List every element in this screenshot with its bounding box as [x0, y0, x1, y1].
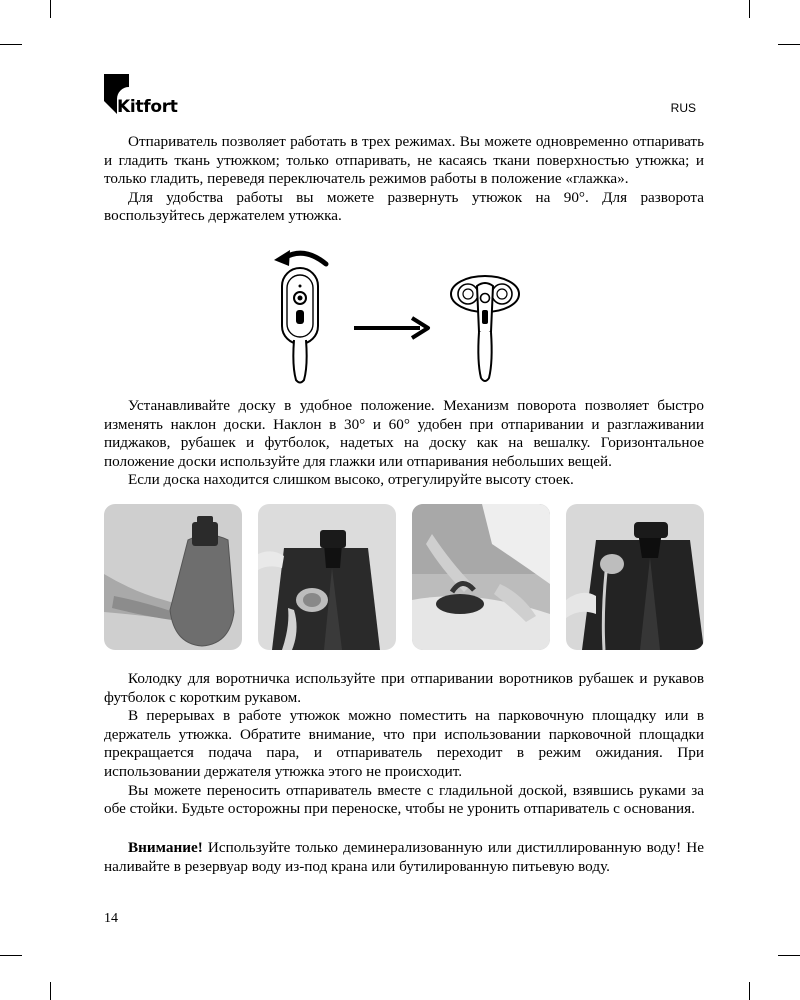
crop-mark [778, 955, 800, 956]
warning-label: Внимание! [128, 839, 203, 856]
photo-strip [104, 504, 704, 650]
warning-text: Используйте только деминерализованную или дистиллированную воду! Не наливайте в резервуар воду из-под крана или бутилированную питьевую воду. [104, 839, 704, 875]
iron-rotated-icon [451, 276, 519, 381]
photo-ironing-shirt [412, 504, 550, 650]
crop-mark [778, 44, 800, 45]
crop-mark [50, 0, 51, 18]
photo-jacket-steaming [258, 504, 396, 650]
board-text-block [104, 397, 704, 490]
paragraph-height-adjust: Если доска находится слишком высоко, отрегулируйте высоту стоек. [128, 471, 574, 489]
usage-text-block [104, 670, 704, 819]
crop-mark [749, 982, 750, 1000]
direction-arrow-icon [354, 318, 428, 338]
rotate-arrow-icon [274, 250, 326, 266]
warning-paragraph [104, 839, 704, 876]
crop-mark [0, 44, 22, 45]
crop-mark [50, 982, 51, 1000]
iron-upright-icon [282, 268, 318, 383]
paragraph-rotate: Для удобства работы вы можете развернуть утюжок на 90°. Для разворота воспользуйтесь держателем утюжка. [104, 188, 704, 225]
brand-name: Kitfort [117, 97, 178, 117]
crop-mark [749, 0, 750, 18]
paragraph-carrying: Вы можете переносить отпариватель вместе с гладильной доской, взявшись руками за обе стойки. Будьте осторожны при переноске, чтобы не уронить отпариватель с основания. [104, 781, 704, 818]
page-number: 14 [104, 911, 118, 926]
warning-block [104, 839, 704, 876]
paragraph-modes: Отпариватель позволяет работать в трех режимах. Вы можете одновременно отпаривать и гладить ткань утюжком; только отпаривать, не касаясь ткани поверхностью утюжка; и только гладить, переведя переключатель режимов работы в положение «глажка». [104, 133, 704, 188]
intro-text-block [104, 133, 704, 226]
photo-jacket-holder [566, 504, 704, 650]
iron-rotation-figure [270, 244, 530, 386]
paragraph-parking: В перерывах в работе утюжок можно поместить на парковочную площадку или в держатель утюжка. Обратите внимание, что при использовании парковочной площадки прекращается подача пара, и отпариватель переходит в режим ожидания. При использовании держателя утюжка этого не происходит. [104, 707, 704, 780]
paragraph-collar: Колодку для воротничка используйте при отпаривании воротников рубашек и рукавов футболок с коротким рукавом. [104, 670, 704, 706]
photo-board-positions [104, 504, 242, 650]
crop-mark [0, 955, 22, 956]
paragraph-board-tilt: Устанавливайте доску в удобное положение. Механизм поворота позволяет быстро изменять наклон доски. Наклон в 30° и 60° удобен при отпаривании и разглаживании пиджаков, рубашек и футболок, надетых на доску как на вешалку. Горизонтальное положение доски используйте для глажки или отпаривания небольших вещей. [104, 397, 704, 470]
language-label: RUS [670, 101, 696, 115]
